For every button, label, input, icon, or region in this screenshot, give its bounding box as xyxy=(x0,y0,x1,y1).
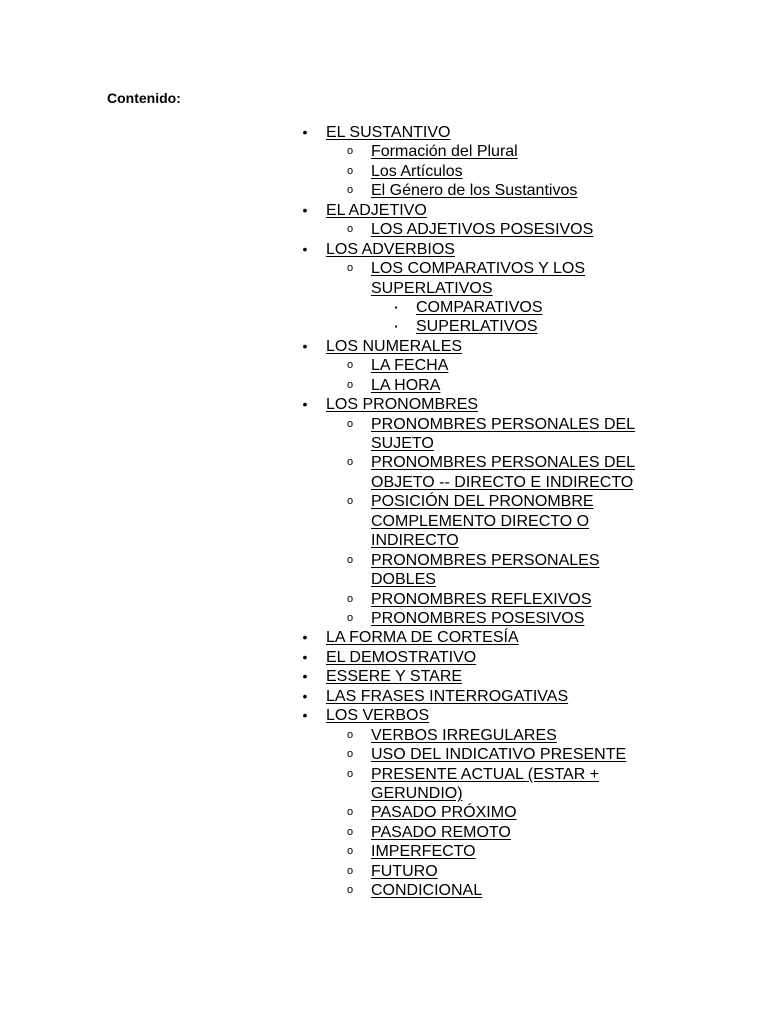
circle-bullet-icon: o xyxy=(346,845,354,858)
toc-item xyxy=(0,395,768,414)
circle-bullet-icon: o xyxy=(346,806,354,819)
toc-link[interactable]: PRONOMBRES PERSONALES DEL OBJETO -- DIRECTO E INDIRECTO xyxy=(371,454,636,491)
toc-link[interactable]: LOS COMPARATIVOS Y LOS SUPERLATIVOS xyxy=(371,260,585,297)
toc-link[interactable]: SUPERLATIVOS xyxy=(416,318,538,336)
circle-bullet-icon: o xyxy=(346,612,354,625)
toc-link[interactable]: LOS VERBOS xyxy=(326,707,430,725)
toc-item xyxy=(0,667,768,686)
toc-link[interactable]: PASADO PRÓXIMO xyxy=(371,804,517,822)
disc-bullet-icon: • xyxy=(302,629,308,646)
toc-item xyxy=(0,706,768,725)
toc-link[interactable]: LOS NUMERALES xyxy=(326,337,463,355)
contents-heading: Contenido: xyxy=(107,90,181,106)
circle-bullet-icon: o xyxy=(346,864,354,877)
toc-item xyxy=(0,142,768,161)
disc-bullet-icon: • xyxy=(302,337,308,354)
circle-bullet-icon: o xyxy=(346,884,354,897)
toc-item xyxy=(0,648,768,667)
toc-link[interactable]: VERBOS IRREGULARES xyxy=(371,726,557,744)
toc-item xyxy=(0,628,768,647)
disc-bullet-icon: • xyxy=(302,201,308,218)
toc-item xyxy=(0,726,768,745)
toc-link[interactable]: POSICIÓN DEL PRONOMBRE COMPLEMENTO DIRECTO O INDIRECTO xyxy=(371,493,594,550)
toc-link[interactable]: PRESENTE ACTUAL (ESTAR + GERUNDIO) xyxy=(371,765,600,802)
toc-item xyxy=(0,823,768,842)
toc-link[interactable]: ESSERE Y STARE xyxy=(326,668,463,686)
toc-link[interactable]: LOS ADJETIVOS POSESIVOS xyxy=(371,221,594,239)
toc-item xyxy=(0,356,768,375)
toc-item xyxy=(0,551,768,590)
toc-item xyxy=(0,317,768,336)
disc-bullet-icon: • xyxy=(302,707,308,724)
square-bullet-icon: ▪ xyxy=(394,302,398,312)
circle-bullet-icon: o xyxy=(346,359,354,372)
square-bullet-icon: ▪ xyxy=(394,322,398,332)
toc-item xyxy=(0,862,768,881)
disc-bullet-icon: • xyxy=(302,124,308,140)
toc-item xyxy=(0,609,768,628)
circle-bullet-icon: o xyxy=(346,728,354,741)
disc-bullet-icon: • xyxy=(302,668,308,685)
toc-item xyxy=(0,162,768,181)
toc-link[interactable]: PRONOMBRES PERSONALES DOBLES xyxy=(371,551,600,589)
toc-link[interactable]: USO DEL INDICATIVO PRESENTE xyxy=(371,746,627,764)
toc-item xyxy=(0,687,768,706)
toc-link[interactable]: PASADO REMOTO xyxy=(371,823,511,841)
toc-link[interactable]: EL DEMOSTRATIVO xyxy=(326,648,477,666)
toc-item xyxy=(0,220,768,239)
circle-bullet-icon: o xyxy=(346,553,354,566)
circle-bullet-icon: o xyxy=(346,767,354,780)
toc-link[interactable]: PRONOMBRES REFLEXIVOS xyxy=(371,590,592,608)
circle-bullet-icon: o xyxy=(346,378,354,391)
toc-link[interactable]: LAS FRASES INTERROGATIVAS xyxy=(326,687,569,705)
toc-item xyxy=(0,415,768,454)
toc-link[interactable]: EL ADJETIVO xyxy=(326,201,427,219)
circle-bullet-icon: o xyxy=(346,262,354,275)
toc-item xyxy=(0,745,768,764)
circle-bullet-icon: o xyxy=(346,495,354,508)
toc-item xyxy=(0,842,768,861)
disc-bullet-icon: • xyxy=(302,648,308,665)
toc-link[interactable]: FUTURO xyxy=(371,862,438,880)
toc-item xyxy=(0,337,768,356)
toc-link[interactable]: El Género de los Sustantivos xyxy=(371,182,578,200)
toc-link[interactable]: EL SUSTANTIVO xyxy=(326,124,451,141)
toc-item xyxy=(0,376,768,395)
toc-link[interactable]: LA FECHA xyxy=(371,357,449,375)
disc-bullet-icon: • xyxy=(302,687,308,704)
toc-link[interactable]: LA FORMA DE CORTESÍA xyxy=(326,629,519,647)
toc-link[interactable]: LOS PRONOMBRES xyxy=(326,396,479,414)
toc-item xyxy=(0,259,768,298)
toc-link[interactable]: PRONOMBRES PERSONALES DEL SUJETO xyxy=(371,415,636,453)
toc-item xyxy=(0,181,768,200)
disc-bullet-icon: • xyxy=(302,240,308,257)
toc-link[interactable]: PRONOMBRES POSESIVOS xyxy=(371,610,585,628)
toc-link[interactable]: LA HORA xyxy=(371,376,441,394)
circle-bullet-icon: o xyxy=(346,825,354,838)
table-of-contents xyxy=(0,123,768,901)
circle-bullet-icon: o xyxy=(346,748,354,761)
toc-link[interactable]: LOS ADVERBIOS xyxy=(326,240,455,258)
toc-item xyxy=(0,240,768,259)
toc-link[interactable]: Formación del Plural xyxy=(371,143,518,161)
toc-link[interactable]: IMPERFECTO xyxy=(371,843,476,861)
circle-bullet-icon: o xyxy=(346,223,354,236)
toc-link[interactable]: CONDICIONAL xyxy=(371,882,483,900)
toc-link[interactable]: COMPARATIVOS xyxy=(416,298,543,316)
toc-item xyxy=(0,881,768,900)
circle-bullet-icon: o xyxy=(346,417,354,430)
circle-bullet-icon: o xyxy=(346,145,354,158)
toc-item xyxy=(0,590,768,609)
toc-item xyxy=(0,201,768,220)
toc-item xyxy=(0,298,768,317)
circle-bullet-icon: o xyxy=(346,592,354,605)
circle-bullet-icon: o xyxy=(346,184,354,197)
circle-bullet-icon: o xyxy=(346,164,354,177)
circle-bullet-icon: o xyxy=(346,456,354,469)
toc-link[interactable]: Los Artículos xyxy=(371,162,463,180)
toc-item xyxy=(0,765,768,804)
toc-item xyxy=(0,803,768,822)
disc-bullet-icon: • xyxy=(302,396,308,413)
toc-item xyxy=(0,492,768,550)
toc-item xyxy=(0,123,768,142)
toc-item xyxy=(0,453,768,492)
